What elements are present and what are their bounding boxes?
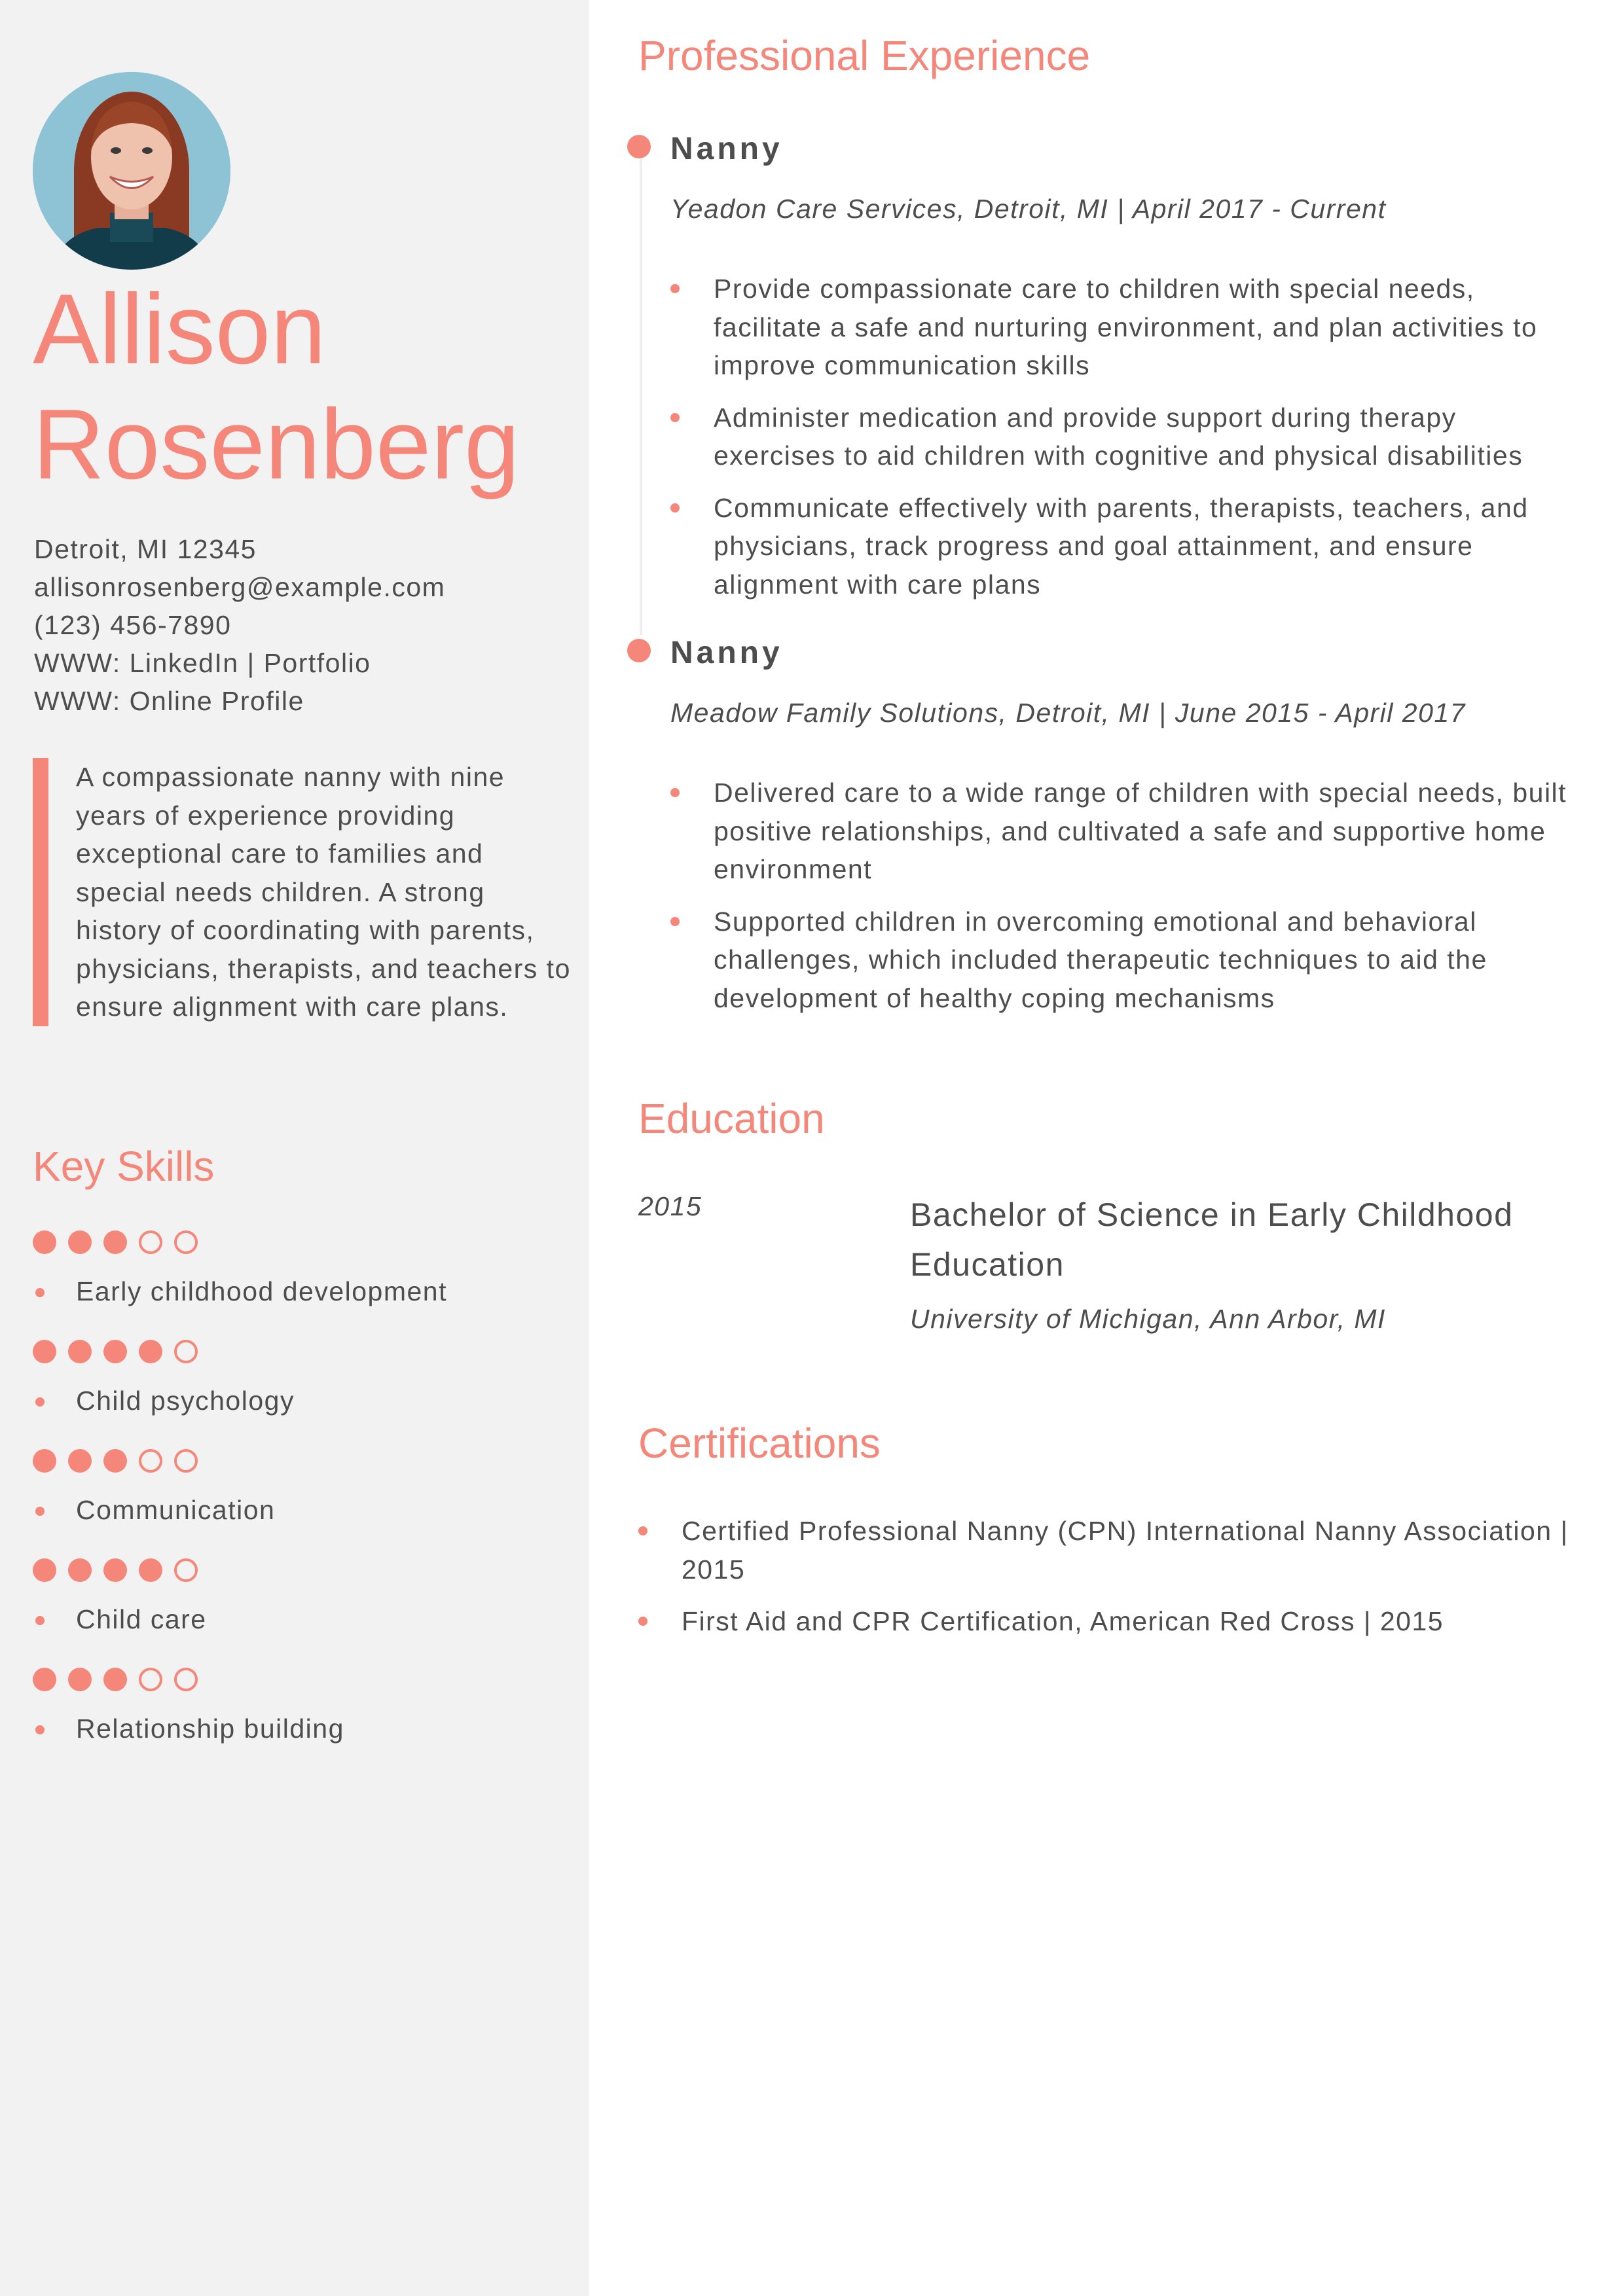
bullet-icon [638,1526,647,1535]
skills-list [33,1230,556,1777]
email[interactable]: allisonrosenberg@example.com [34,572,446,602]
rating-dot-filled [139,1558,162,1582]
job-bullets [670,774,1587,1031]
rating-dot-empty [174,1449,198,1473]
education-heading: Education [638,1095,825,1142]
bullet-text: First Aid and CPR Certification, American Red Cross | 2015 [682,1606,1444,1636]
bullet-icon [670,284,680,293]
education-degree: Bachelor of Science in Early Childhood Education [910,1196,1514,1283]
rating-dot-filled [139,1340,162,1363]
skill-label: Communication [76,1495,276,1525]
rating-dot-filled [33,1668,56,1691]
rating-dot-filled [68,1230,92,1254]
rating-dot-filled [33,1449,56,1473]
rating-dot-filled [33,1230,56,1254]
certifications-heading: Certifications [638,1420,881,1467]
rating-dot-empty [139,1668,162,1691]
phone[interactable]: (123) 456-7890 [34,610,232,640]
candidate-name [33,272,520,502]
bullet-item [670,399,1587,475]
rating-dot-empty [139,1449,162,1473]
portrait-photo [33,72,230,270]
skill-item [33,1340,556,1449]
bullet-item [670,774,1587,889]
experience-heading: Professional Experience [638,32,1091,79]
job-title: Nanny [670,132,783,166]
skills-heading: Key Skills [33,1143,215,1190]
rating-dot-filled [103,1558,127,1582]
bullet-item [638,1602,1575,1641]
contact-info [34,530,445,720]
rating-dot-empty [174,1230,198,1254]
bullet-text: Certified Professional Nanny (CPN) International Nanny Association | 2015 [682,1516,1569,1585]
rating-dot-filled [33,1558,56,1582]
bullet-text: Delivered care to a wide range of children with special needs, built positive relationships, and cultivated a safe and supportive home environment [714,778,1567,884]
bullet-icon [670,503,680,512]
rating-dot-filled [103,1340,127,1363]
last-name: Rosenberg [33,389,520,500]
bullet-item [670,903,1587,1018]
skill-item [33,1558,556,1668]
timeline-dot [627,135,651,158]
job-meta: Yeadon Care Services, Detroit, MI | April 2017 - Current [670,194,1387,224]
job-title: Nanny [670,636,783,670]
rating-dot-empty [139,1230,162,1254]
bullet-item [670,489,1587,604]
first-name: Allison [33,274,326,385]
rating-dot-empty [174,1668,198,1691]
bullet-icon [35,1507,45,1516]
sidebar [0,0,589,2296]
online-profile-link[interactable]: WWW: Online Profile [34,686,304,716]
rating-dot-filled [68,1449,92,1473]
job-meta: Meadow Family Solutions, Detroit, MI | June 2015 - April 2017 [670,698,1466,728]
skill-label: Relationship building [76,1713,344,1744]
rating-dot-filled [33,1340,56,1363]
skill-label: Child psychology [76,1386,295,1416]
skill-item [33,1449,556,1558]
bullet-icon [35,1288,45,1297]
timeline-line [640,154,642,635]
professional-summary: A compassionate nanny with nine years of experience providing exceptional care to families and special needs children. A strong history of coordinating with parents, physicians, therapists, and teachers to ensure alignment with care plans. [33,758,576,1026]
bullet-icon [670,917,680,926]
web-links[interactable]: WWW: LinkedIn | Portfolio [34,648,371,678]
education-year: 2015 [638,1191,702,1221]
rating-dot-filled [103,1230,127,1254]
bullet-text: Supported children in overcoming emotional and behavioral challenges, which included therapeutic techniques to aid the development of healthy coping mechanisms [714,906,1487,1013]
skill-item [33,1668,556,1777]
skill-item [33,1230,556,1340]
skill-label: Early childhood development [76,1276,447,1306]
rating-dot-empty [174,1558,198,1582]
bullet-icon [35,1725,45,1734]
bullet-icon [670,788,680,797]
education-school: University of Michigan, Ann Arbor, MI [910,1304,1386,1334]
rating-dot-filled [103,1449,127,1473]
certifications-list [638,1512,1575,1655]
rating-dot-filled [103,1668,127,1691]
bullet-text: Administer medication and provide support during therapy exercises to aid children with cognitive and physical disabilities [714,402,1523,471]
rating-dot-filled [68,1558,92,1582]
bullet-text: Communicate effectively with parents, therapists, teachers, and physicians, track progress and goal attainment, and ensure alignment with care plans [714,492,1529,600]
bullet-item [638,1512,1575,1588]
rating-dot-filled [68,1668,92,1691]
rating-dot-filled [68,1340,92,1363]
skill-label: Child care [76,1604,207,1634]
bullet-item [670,270,1587,385]
job-bullets [670,270,1587,617]
profile-photo [33,72,230,270]
bullet-icon [35,1397,45,1407]
rating-dot-empty [174,1340,198,1363]
bullet-icon [670,413,680,422]
bullet-text: Provide compassionate care to children with special needs, facilitate a safe and nurturing environment, and plan activities to improve communication skills [714,274,1538,380]
bullet-icon [35,1616,45,1625]
bullet-icon [638,1617,647,1626]
timeline-dot [627,639,651,662]
address: Detroit, MI 12345 [34,534,257,564]
